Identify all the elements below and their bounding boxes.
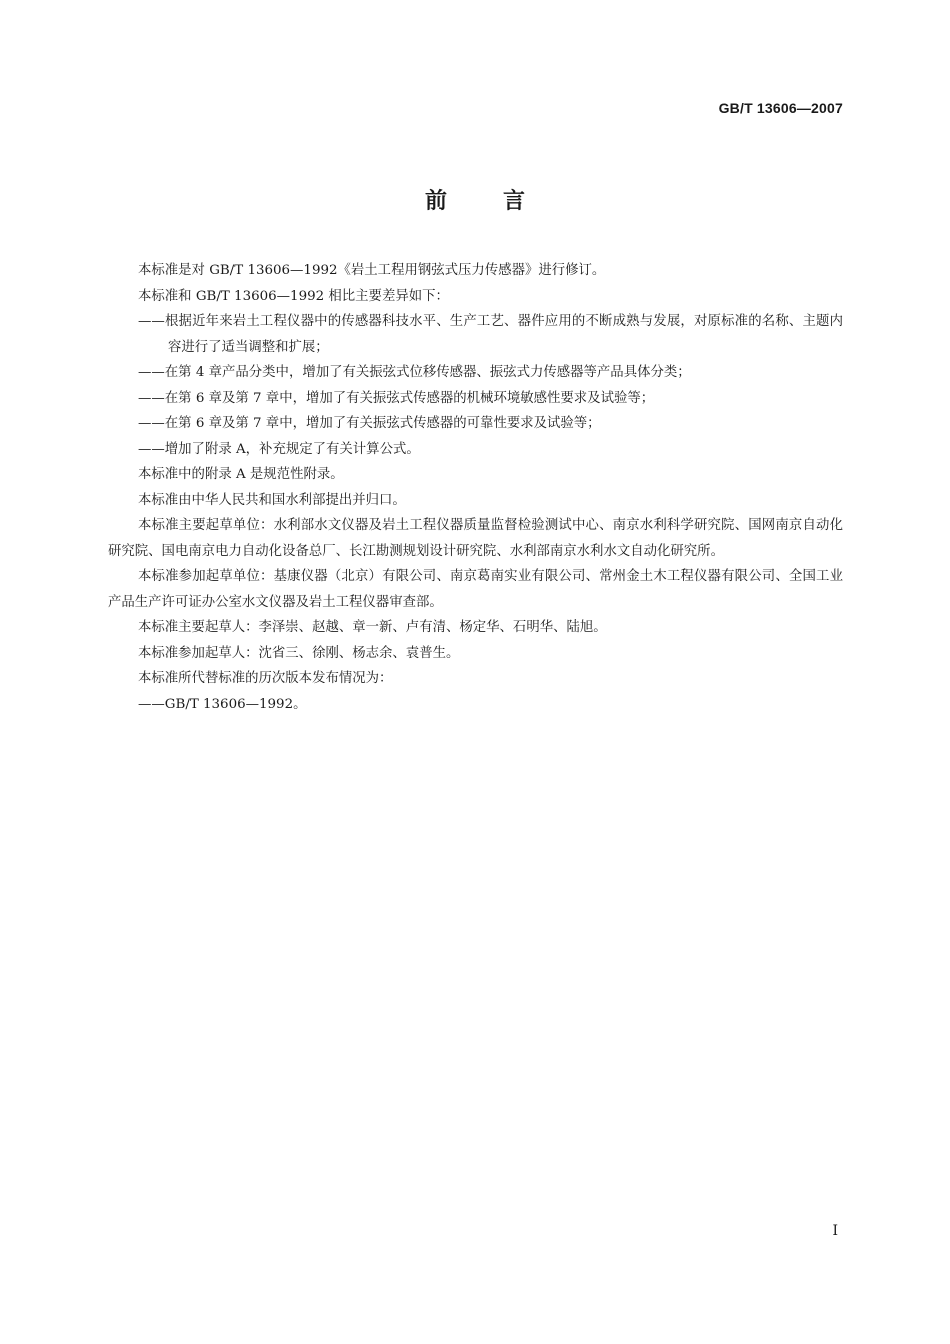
- page-title: 前言: [424, 189, 581, 214]
- list-item-difference: ——在第 6 章及第 7 章中，增加了有关振弦式传感器的机械环境敏感性要求及试验等；: [138, 390, 655, 406]
- paragraph-participating-units: 本标准参加起草单位：基康仪器（北京）有限公司、南京葛南实业有限公司、常州金土木工程仪器有限公司、全国工业产品生产许可证办公室水文仪器及岩土工程仪器审查部。: [108, 569, 843, 610]
- list-item-difference: ——增加了附录 A，补充规定了有关计算公式。: [138, 441, 420, 457]
- standard-number: GB/T 13606—2007: [718, 100, 843, 116]
- page-number: I: [832, 1223, 838, 1239]
- foreword-body: [108, 258, 843, 717]
- paragraph-participating-drafters: 本标准参加起草人：沈省三、徐刚、杨志余、袁普生。: [138, 645, 460, 661]
- paragraph-appendix: 本标准中的附录 A 是规范性附录。: [138, 467, 344, 482]
- list-item-difference: ——在第 6 章及第 7 章中，增加了有关振弦式传感器的可靠性要求及试验等；: [138, 416, 601, 431]
- paragraph-differences: 本标准和 GB/T 13606—1992 相比主要差异如下：: [138, 288, 449, 304]
- list-item-difference: ——在第 4 章产品分类中，增加了有关振弦式位移传感器、振弦式力传感器等产品具体分类；: [138, 365, 691, 380]
- paragraph-proposer: 本标准由中华人民共和国水利部提出并归口。: [138, 492, 406, 508]
- paragraph-history: 本标准所代替标准的历次版本发布情况为：: [138, 671, 393, 686]
- list-item-difference: ——根据近年来岩土工程仪器中的传感器科技水平、生产工艺、器件应用的不断成熟与发展，对原标准的名称、主题内容进行了适当调整和扩展；: [138, 314, 843, 355]
- paragraph-main-drafters-units: 本标准主要起草单位：水利部水文仪器及岩土工程仪器质量监督检验测试中心、南京水利科学研究院、国网南京自动化研究院、国电南京电力自动化设备总厂、长江勘测规划设计研究院、水利部南京水利水文自动化研究所。: [108, 518, 843, 559]
- paragraph-history-item: ——GB/T 13606—1992。: [138, 696, 307, 712]
- paragraph-main-drafters: 本标准主要起草人：李泽崇、赵越、章一新、卢有清、杨定华、石明华、陆旭。: [138, 620, 607, 635]
- paragraph-revision: 本标准是对 GB/T 13606—1992《岩土工程用钢弦式压力传感器》进行修订。: [138, 263, 606, 278]
